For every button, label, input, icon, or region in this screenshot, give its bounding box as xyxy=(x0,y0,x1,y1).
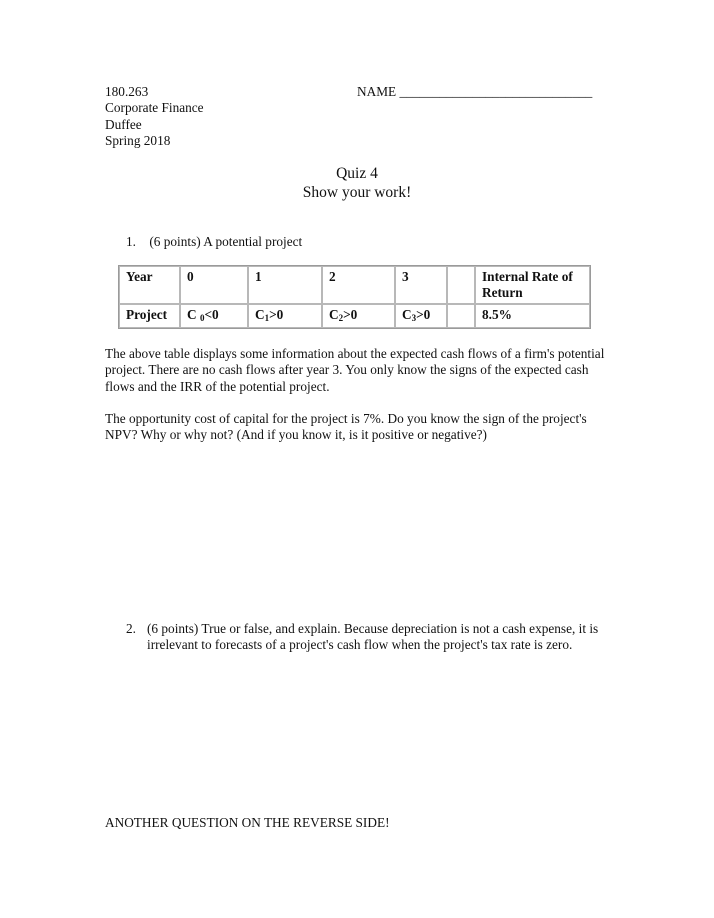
quiz-instruction: Show your work! xyxy=(302,184,412,201)
header-irr: Internal Rate of Return xyxy=(482,269,573,300)
header-year-2: 2 xyxy=(329,269,336,284)
cash-flow-0: C $_0$<0 xyxy=(187,307,219,323)
header-year-1: 1 xyxy=(255,269,262,284)
question-2-number: 2. xyxy=(126,621,136,636)
header-blank xyxy=(448,267,474,269)
project-label: Project xyxy=(126,307,168,322)
reverse-side-note: ANOTHER QUESTION ON THE REVERSE SIDE! xyxy=(105,815,390,830)
instructor: Duffee xyxy=(105,116,142,132)
cash-flow-2: $C_2>0$ xyxy=(329,307,358,323)
header-year-3: 3 xyxy=(402,269,409,284)
question-2 xyxy=(126,621,616,653)
question-2-prompt: (6 points) True or false, and explain. Because depreciation is not a cash expense, it is irrelevant to forecasts of a project's cash flow when the project's tax rate is zero. xyxy=(147,621,599,653)
term: Spring 2018 xyxy=(105,133,171,149)
cash-flow-table xyxy=(118,265,591,329)
course-number: 180.263 xyxy=(105,84,149,99)
question-1-heading xyxy=(126,234,302,250)
quiz-title: Quiz 4 xyxy=(336,165,378,182)
course-name: Corporate Finance xyxy=(105,100,204,116)
question-1-number: 1. xyxy=(126,234,136,249)
question-1-prompt: (6 points) A potential project xyxy=(149,234,303,249)
header-year-0: 0 xyxy=(187,269,194,284)
table-header-row xyxy=(119,266,590,304)
irr-value: 8.5% xyxy=(482,307,512,322)
header-year: Year xyxy=(126,269,153,284)
name-field: NAME _____________________________ xyxy=(357,84,593,99)
question-1-description: The above table displays some information about the expected cash flows of a firm's potential project. There are no cash flows after year 3. You only know the signs of the expected cash flows and the IRR of the potential project. xyxy=(105,346,605,394)
cash-flow-1: $C_1>0$ xyxy=(255,307,284,323)
table-row xyxy=(119,304,590,328)
cash-flow-3: $C_3>0$ xyxy=(402,307,431,323)
blank-cell xyxy=(448,305,474,307)
course-info xyxy=(105,84,204,150)
question-1-question: The opportunity cost of capital for the project is 7%. Do you know the sign of the project's NPV? Why or why not? (And if you know it, is it positive or negative?) xyxy=(105,411,587,443)
